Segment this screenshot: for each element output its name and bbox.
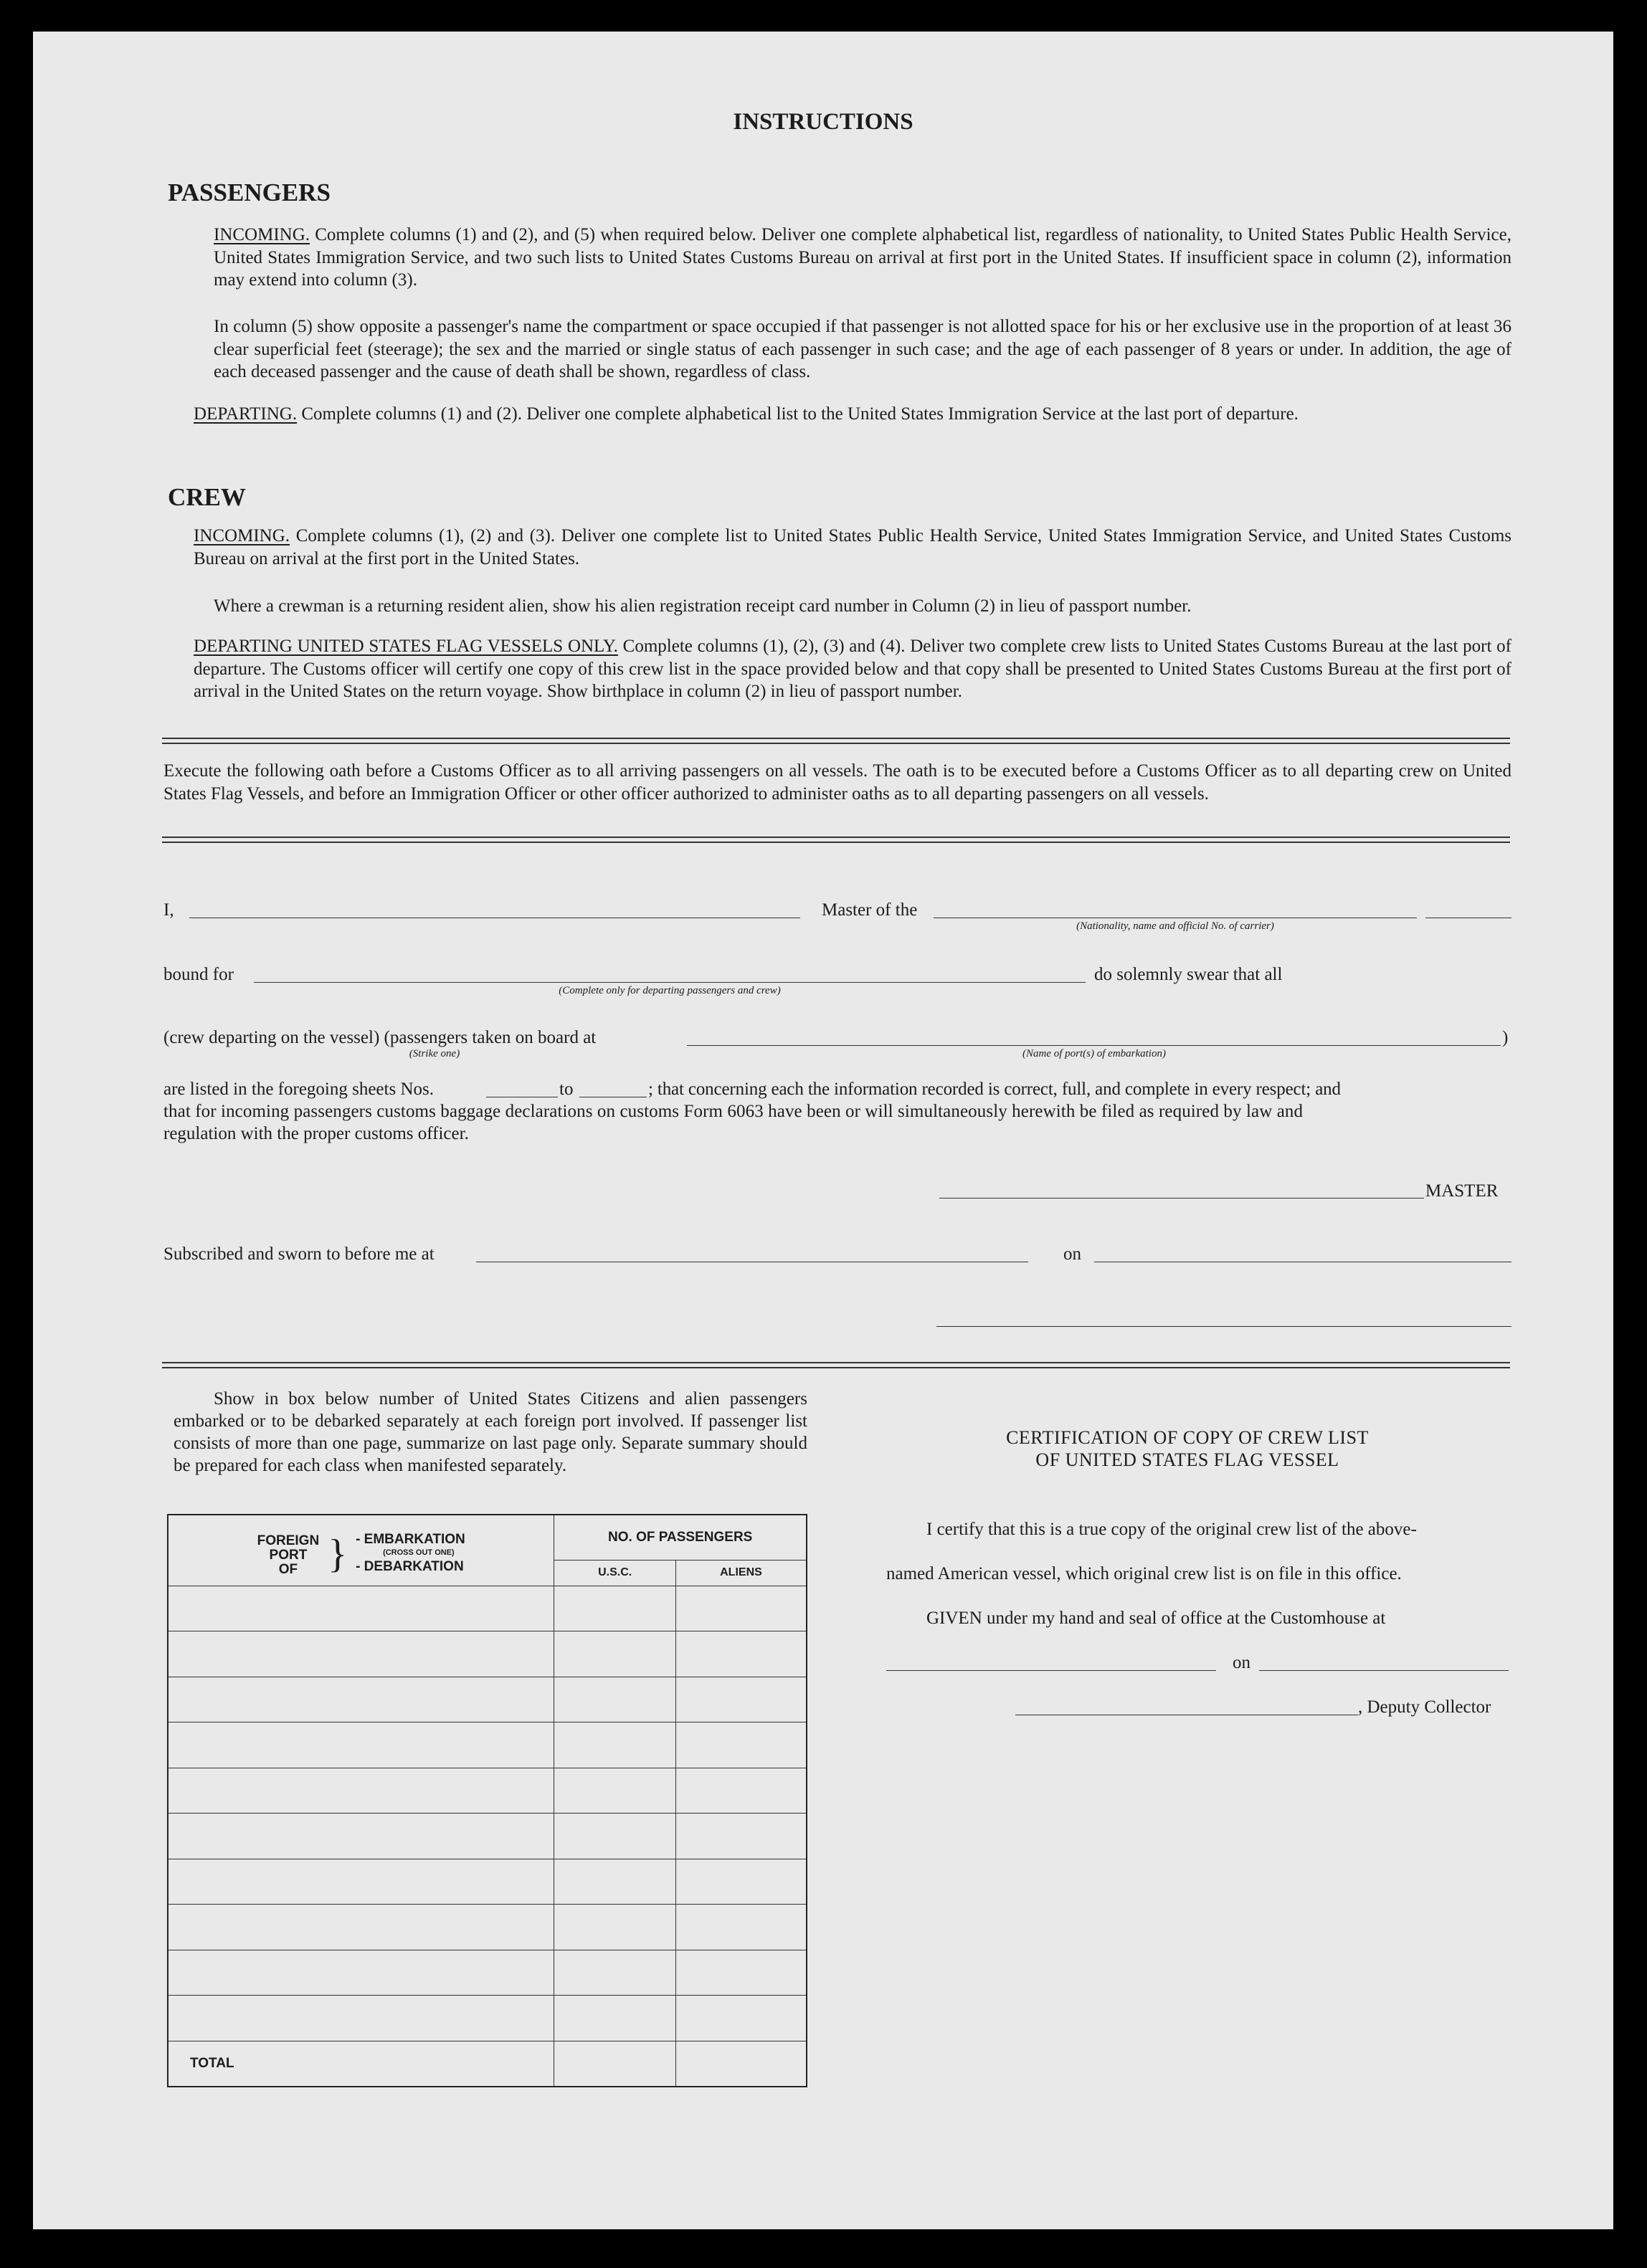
crew-heading: CREW (168, 483, 246, 511)
aliens-cell[interactable] (675, 1859, 807, 1905)
no-of-passengers-header: NO. OF PASSENGERS (554, 1515, 807, 1561)
crew-incoming-paragraph (194, 525, 1511, 570)
sheets-to: to (559, 1080, 574, 1099)
customhouse-field[interactable] (886, 1670, 1216, 1671)
usc-header: U.S.C. (554, 1561, 676, 1586)
port-label: PORT (269, 1547, 308, 1563)
oath-i-label: I, (163, 900, 174, 920)
usc-cell[interactable] (554, 1859, 676, 1905)
aliens-cell[interactable] (675, 1950, 807, 1996)
total-label: TOTAL (168, 2041, 554, 2087)
of-label: OF (278, 1561, 298, 1577)
embarkation-label: - EMBARKATION (356, 1532, 465, 1548)
port-cell[interactable] (168, 1859, 554, 1905)
crew-incoming-label: INCOMING. (194, 526, 290, 545)
usc-cell[interactable] (554, 1677, 676, 1723)
port-cell[interactable] (168, 1586, 554, 1631)
subscribed-label: Subscribed and sworn to before me at (163, 1244, 435, 1264)
officer-signature-field[interactable] (936, 1326, 1511, 1327)
aliens-total-cell[interactable] (675, 2041, 807, 2087)
usc-cell[interactable] (554, 1768, 676, 1814)
passenger-summary-table (167, 1514, 807, 2087)
port-cell[interactable] (168, 1905, 554, 1950)
aliens-cell[interactable] (675, 1677, 807, 1723)
sheets-line3: regulation with the proper customs officer. (163, 1124, 469, 1143)
strike-one-text: (crew departing on the vessel) (passengers taken on board at (163, 1028, 597, 1047)
aliens-cell[interactable] (675, 1905, 807, 1950)
form-page (33, 32, 1613, 2229)
passengers-column5-paragraph: In column (5) show opposite a passenger's name the compartment or space occupied if that passenger is not allotted space for his or her exclusive use in the proportion of at least 36 clear superficial feet (steerage); the sex and the married or single status of each passenger in such case; and the age of each passenger of 8 years or under. In addition, the age of each deceased passenger and the cause of death shall be shown, regardless of class. (214, 317, 1511, 381)
oath-instruction: Execute the following oath before a Customs Officer as to all arriving passengers on all vessels. The oath is to be executed before a Customs Officer as to all departing crew on United States Flag Vessels, and before an Immigration Officer or other officer authorized to administer oaths as to all departing passengers on all vessels. (163, 761, 1511, 804)
close-paren: ) (1502, 1028, 1509, 1047)
usc-cell[interactable] (554, 1814, 676, 1859)
aliens-cell[interactable] (675, 1814, 807, 1859)
passengers-departing-label: DEPARTING. (194, 404, 298, 424)
crew-incoming-text: Complete columns (1), (2) and (3). Deliver one complete list to United States Public Health Service, United States Immigration Service, and United States Customs Bureau on arrival at the first port in the United States. (194, 526, 1511, 568)
port-cell[interactable] (168, 1996, 554, 2041)
page-title: INSTRUCTIONS (733, 109, 913, 135)
debarkation-label: - DEBARKATION (356, 1559, 464, 1575)
port-cell[interactable] (168, 1950, 554, 1996)
brace-icon: } (328, 1531, 348, 1576)
aliens-cell[interactable] (675, 1631, 807, 1677)
aliens-cell[interactable] (675, 1586, 807, 1631)
crew-departing-paragraph (194, 635, 1511, 703)
master-label: MASTER (1425, 1181, 1499, 1201)
crew-departing-label: DEPARTING UNITED STATES FLAG VESSELS ONLY. (194, 637, 618, 656)
port-cell[interactable] (168, 1768, 554, 1814)
foreign-label: FOREIGN (257, 1533, 320, 1548)
cross-out-label: (CROSS OUT ONE) (383, 1548, 455, 1558)
sheets-line2: that for incoming passengers customs baggage declarations on customs Form 6063 have been or will simultaneously herewith be filed as required by law and (163, 1102, 1304, 1121)
certification-line3: GIVEN under my hand and seal of office at the Customhouse at (926, 1609, 1386, 1628)
nationality-caption: (Nationality, name and official No. of carrier) (1076, 920, 1274, 932)
certification-line1: I certify that this is a true copy of the original crew list of the above- (926, 1520, 1417, 1539)
usc-cell[interactable] (554, 1905, 676, 1950)
section-divider (162, 837, 1510, 843)
passengers-departing-paragraph (194, 403, 1511, 426)
passengers-incoming-text: Complete columns (1) and (2), and (5) when required below. Deliver one complete alphabetical list, regardless of nationality, to United States Public Health Service, United States Immigration Service, and two such lists to United States Customs Bureau on arrival at first port in the United States. If insufficient space in column (2), information may extend into column (3). (214, 225, 1512, 290)
port-of-embarkation-field[interactable] (687, 1045, 1501, 1046)
summary-instruction: Show in box below number of United States Citizens and alien passengers embarked or to be debarked separately at each foreign port involved. If passenger list consists of more than one page, summarize on last page only. Separate summary should be prepared for each class when manifested separately. (174, 1389, 807, 1475)
port-cell[interactable] (168, 1723, 554, 1768)
aliens-header: ALIENS (675, 1561, 807, 1586)
port-cell[interactable] (168, 1677, 554, 1723)
aliens-cell[interactable] (675, 1996, 807, 2041)
passengers-incoming-paragraph (214, 224, 1511, 292)
port-header-cell (168, 1515, 554, 1586)
usc-cell[interactable] (554, 1586, 676, 1631)
bound-for-field[interactable] (254, 982, 1086, 983)
certification-date-field[interactable] (1259, 1670, 1509, 1671)
certification-title-line2: OF UNITED STATES FLAG VESSEL (1035, 1449, 1339, 1470)
bound-for-caption: (Complete only for departing passengers and crew) (559, 985, 781, 996)
strike-one-caption: (Strike one) (409, 1048, 460, 1059)
aliens-cell[interactable] (675, 1768, 807, 1814)
port-cell[interactable] (168, 1631, 554, 1677)
sheets-prefix: are listed in the foregoing sheets Nos. (163, 1080, 434, 1099)
port-cell[interactable] (168, 1814, 554, 1859)
usc-cell[interactable] (554, 1631, 676, 1677)
sheets-suffix: ; that concerning each the information recorded is correct, full, and complete in every respect; and (648, 1080, 1341, 1099)
master-signature-field[interactable] (939, 1198, 1424, 1199)
section-divider (162, 738, 1510, 744)
master-of-label: Master of the (822, 900, 918, 920)
certification-on-label: on (1233, 1653, 1250, 1672)
usc-cell[interactable] (554, 1996, 676, 2041)
swear-text: do solemnly swear that all (1094, 965, 1283, 984)
on-label: on (1063, 1244, 1081, 1264)
certification-line2: named American vessel, which original crew list is on file in this office. (886, 1564, 1402, 1583)
port-caption: (Name of port(s) of embarkation) (1022, 1048, 1166, 1059)
usc-cell[interactable] (554, 1950, 676, 1996)
passengers-heading: PASSENGERS (168, 178, 331, 206)
usc-total-cell[interactable] (554, 2041, 676, 2087)
passengers-incoming-label: INCOMING. (214, 225, 310, 244)
bound-for-label: bound for (163, 965, 234, 984)
section-divider (162, 1362, 1510, 1368)
passengers-departing-text: Complete columns (1) and (2). Deliver one complete alphabetical list to the United States Immigration Service at the last port of departure. (301, 404, 1299, 424)
certification-title-line1: CERTIFICATION OF COPY OF CREW LIST (1006, 1427, 1369, 1448)
aliens-cell[interactable] (675, 1723, 807, 1768)
crew-departing-text: Complete columns (1), (2), (3) and (4). Deliver two complete crew lists to United States Customs Bureau at the last port of departure. The Customs officer will certify one copy of this crew list in the space provided below and that copy shall be presented to United States Customs Bureau at the first port of arrival in the United States on the return voyage. Show birthplace in column (2) in lieu of passport number. (194, 637, 1511, 701)
crew-resident-paragraph: Where a crewman is a returning resident alien, show his alien registration receipt card number in Column (2) in lieu of passport number. (214, 596, 1192, 616)
usc-cell[interactable] (554, 1723, 676, 1768)
deputy-collector-label: , Deputy Collector (1358, 1697, 1491, 1717)
